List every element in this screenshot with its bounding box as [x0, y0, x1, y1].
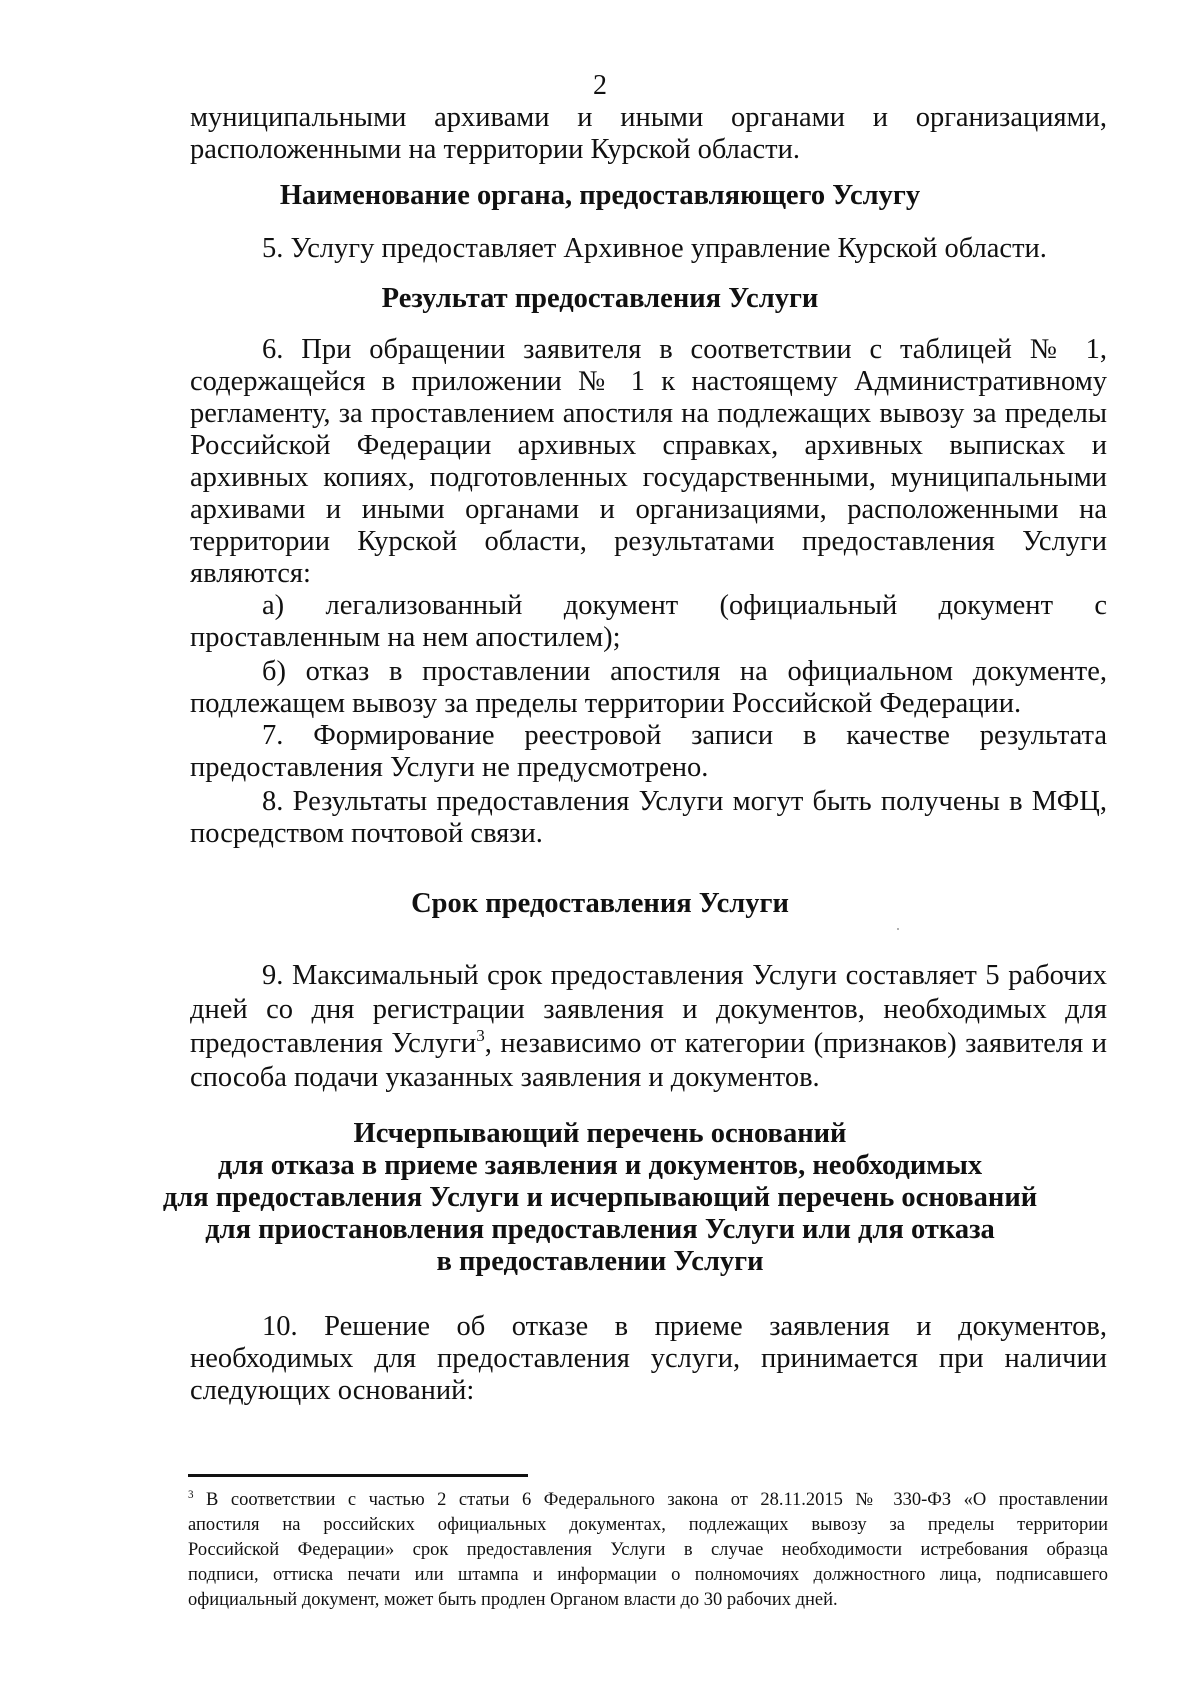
heading-term: Срок предоставления Услуги — [411, 888, 789, 919]
item-a-line: проставленным на нем апостилем); — [190, 622, 621, 653]
paragraph-9-line: дней со дня регистрации заявления и документов, необходимых для — [190, 994, 1107, 1025]
paragraph-6-line: содержащейся в приложении № 1 к настоящему Административному — [190, 366, 1107, 397]
footnote-line: Российской Федерации» срок предоставления Услуги в случае необходимости истребования образца — [188, 1540, 1108, 1560]
paragraph-8-line: посредством почтовой связи. — [190, 818, 543, 849]
heading-result: Результат предоставления Услуги — [381, 283, 819, 314]
paragraph-9-text: , независимо от категории (признаков) заявителя и — [484, 1028, 1107, 1059]
footnote-text: В соответствии с частью 2 статьи 6 Федерального закона от 28.11.2015 № 330-ФЗ «О проставлении — [193, 1490, 1108, 1510]
item-b-line: подлежащем вывозу за пределы территории Российской Федерации. — [190, 688, 1022, 719]
paragraph-6-line: территории Курской области, результатами предоставления Услуги — [190, 526, 1107, 557]
intro-line-1: муниципальными архивами и иными органами и организациями, — [190, 102, 1107, 133]
footnote-marker: 3 — [188, 1488, 194, 1501]
paragraph-10-line: необходимых для предоставления услуги, принимается при наличии — [190, 1343, 1107, 1374]
paragraph-9-line — [190, 1025, 1107, 1060]
scan-speck — [897, 928, 899, 930]
heading-provider: Наименование органа, предоставляющего Услугу — [279, 180, 921, 211]
paragraph-9-text: предоставления Услуги — [190, 1028, 477, 1059]
footnote-line — [188, 1488, 1108, 1513]
heading-refusal-line: для приостановления предоставления Услуги или для отказа — [205, 1214, 995, 1245]
footnote-line: апостиля на российских официальных документах, подлежащих вывозу за пределы территории — [188, 1515, 1108, 1535]
paragraph-6-line: регламенту, за проставлением апостиля на подлежащих вывозу за пределы — [190, 398, 1107, 429]
footnote-line: официальный документ, может быть продлен Органом власти до 30 рабочих дней. — [188, 1590, 838, 1610]
paragraph-5: 5. Услугу предоставляет Архивное управление Курской области. — [262, 233, 1047, 264]
paragraph-6-line: Российской Федерации архивных справках, архивных выписках и — [190, 430, 1107, 461]
paragraph-7-line: предоставления Услуги не предусмотрено. — [190, 752, 709, 783]
item-a-line: а) легализованный документ (официальный документ с — [262, 590, 1107, 621]
paragraph-10-line: 10. Решение об отказе в приеме заявления и документов, — [262, 1311, 1107, 1342]
item-b-line: б) отказ в проставлении апостиля на официальном документе, — [262, 656, 1107, 687]
paragraph-6-line: 6. При обращении заявителя в соответствии с таблицей № 1, — [262, 334, 1107, 365]
paragraph-9-line: способа подачи указанных заявления и документов. — [190, 1062, 820, 1093]
heading-refusal-line: Исчерпывающий перечень оснований — [353, 1118, 847, 1149]
paragraph-6-line: архивами и иными органами и организациями, расположенными на — [190, 494, 1107, 525]
paragraph-7-line: 7. Формирование реестровой записи в качестве результата — [262, 720, 1107, 751]
paragraph-6-line: являются: — [190, 558, 311, 589]
heading-refusal-line: для предоставления Услуги и исчерпывающий перечень оснований — [162, 1182, 1038, 1213]
paragraph-9-line: 9. Максимальный срок предоставления Услуги составляет 5 рабочих — [262, 960, 1107, 991]
paragraph-10-line: следующих оснований: — [190, 1375, 475, 1406]
footnote-ref: 3 — [476, 1025, 485, 1045]
footnote-line: подписи, оттиска печати или штампа и информации о полномочиях должностного лица, подписавшего — [188, 1565, 1108, 1585]
heading-refusal-line: в предоставлении Услуги — [436, 1246, 764, 1277]
paragraph-8-line: 8. Результаты предоставления Услуги могут быть получены в МФЦ, — [262, 786, 1107, 817]
page-number: 2 — [593, 70, 607, 101]
intro-line-2: расположенными на территории Курской области. — [190, 134, 800, 165]
paragraph-6-line: архивных копиях, подготовленных государственными, муниципальными — [190, 462, 1107, 493]
heading-refusal-line: для отказа в приеме заявления и документов, необходимых — [217, 1150, 983, 1181]
footnote-separator — [188, 1474, 528, 1477]
